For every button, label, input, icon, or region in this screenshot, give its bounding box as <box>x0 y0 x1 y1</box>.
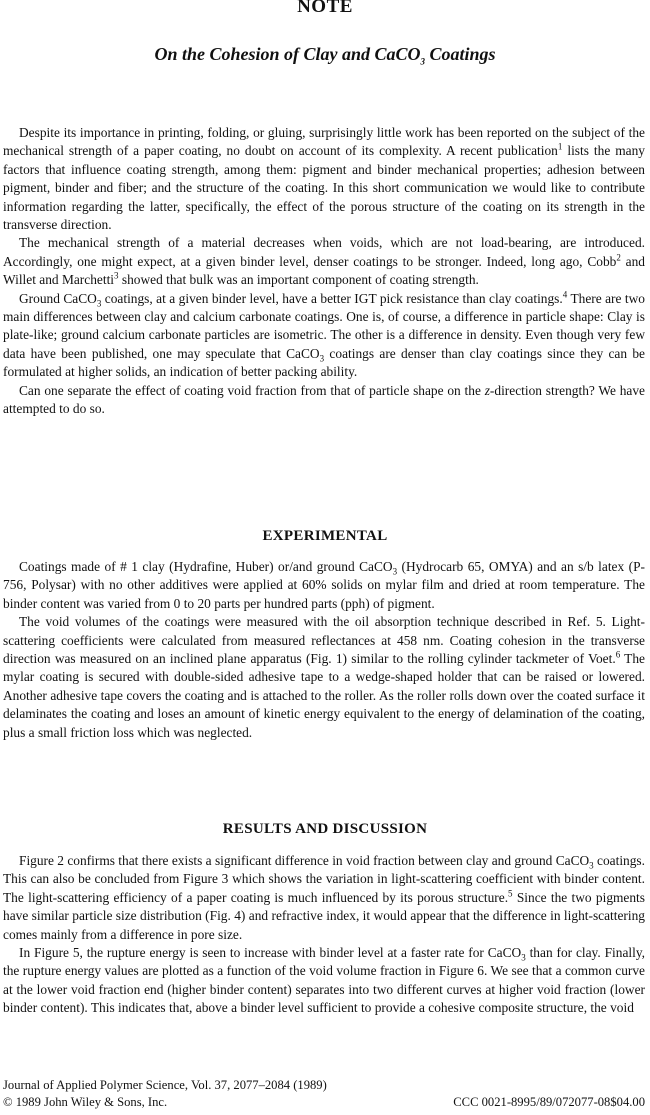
note-label: NOTE <box>297 0 353 17</box>
title-text-end: Coatings <box>425 44 496 64</box>
reference-superscript: 1 <box>557 141 563 152</box>
copyright-notice: © 1989 John Wiley & Sons, Inc. <box>3 1095 168 1109</box>
italic-text: z <box>484 382 490 398</box>
footer-row <box>3 1094 645 1111</box>
article-title <box>0 44 650 65</box>
body-paragraph: Can one separate the effect of coating void fraction from that of particle shape on the z-direction strength? We have attempted to do so. <box>3 382 645 417</box>
reference-superscript: 5 <box>508 888 513 899</box>
body-paragraph: Figure 2 confirms that there exists a significant difference in void fraction between clay and ground CaCO$_3$ coatings. This can also be concluded from Figure 3 which shows the variation in light-scattering coefficient with binder content. The light-scattering efficiency of a paper coating is much influenced by its porous structure.$^5$ Since the two pigments have similar particle size distribution (Fig. 4) and refractive index, it would appear that the difference in light-scattering comes mainly from a difference in pore size. <box>3 853 645 942</box>
chemical-subscript: 3 <box>589 860 594 871</box>
body-paragraph: Ground CaCO$_3$ coatings, at a given binder level, have a better IGT pick resistance than clay coatings.$^4$ There are two main differences between clay and calcium carbonate coatings. One is, of course, a difference in particle shape: Clay is plate-like; ground calcium carbonate particles are isometric. The other is a difference in density. Even though very few data have been published, one may speculate that CaCO$_3$ coatings are denser than clay coatings since they can be formulated at higher solids, an indication of better packing ability. <box>3 289 645 380</box>
chemical-subscript: 3 <box>521 952 526 963</box>
chemical-subscript: 3 <box>319 353 325 364</box>
journal-citation: Journal of Applied Polymer Science, Vol. 37, 2077–2084 (1989) <box>3 1078 327 1092</box>
chemical-subscript: 3 <box>392 566 398 577</box>
intro-section <box>3 124 645 419</box>
reference-superscript: 2 <box>616 252 621 263</box>
body-paragraph: In Figure 5, the rupture energy is seen to increase with binder level at a faster rate for CaCO$_3$ than for clay. Finally, the rupture energy values are plotted as a function of the void volume fraction in Figure 6. We see that a common curve at the lower void fraction end (higher binder content) separates into two different curves at higher void fraction (lower binder content). This indicates that, above a binder level sufficient to provide a cohesive composite structure, the void <box>3 945 646 1016</box>
title-subscript: 3 <box>420 56 425 67</box>
chemical-subscript: 3 <box>96 298 102 309</box>
body-paragraph: Coatings made of # 1 clay (Hydrafine, Huber) or/and ground CaCO$_3$ (Hydrocarb 65, OMYA) and an s/b latex (P-756, Polysar) with no other additives were applied at 60% solids on mylar film and dried at room temperature. The binder content was varied from 0 to 20 parts per hundred parts (pph) of pigment. <box>3 559 645 611</box>
experimental-section <box>3 558 645 742</box>
results-section <box>3 852 645 1018</box>
section-heading-results: RESULTS AND DISCUSSION <box>222 821 428 837</box>
section-heading-experimental: EXPERIMENTAL <box>262 528 388 544</box>
body-paragraph: Despite its importance in printing, folding, or gluing, surprisingly little work has been reported on the subject of the mechanical strength of a paper coating, no doubt on account of its complexity. A recent publication$^1$ lists the many factors that influence coating strength, among them: pigment and binder mechanical properties; adhesion between pigment, binder and fiber; and the structure of the coating. In this short communication we would like to contribute information regarding the latter, specifically, the effect of the porous structure of the coating on its strength in the transverse direction. <box>3 125 645 233</box>
reference-superscript: 3 <box>114 270 119 281</box>
body-paragraph: The void volumes of the coatings were measured with the oil absorption technique described in Ref. 5. Light-scattering coefficients were calculated from measured reflectances at 458 nm. Coating cohesion in the transverse direction was measured on an inclined plane apparatus (Fig. 1) similar to the rolling cylinder tackmeter of Voet.$^6$ The mylar coating is secured with double-sided adhesive tape to a wedge-shaped holder that can be raised or lowered. Another adhesive tape covers the coating and is attached to the roller. As the roller rolls down over the coated surface it delaminates the coating and loses an amount of kinetic energy equivalent to the energy of delamination of the coating, plus a small friction loss which was neglected. <box>3 614 645 740</box>
reference-superscript: 6 <box>615 649 621 660</box>
reference-superscript: 4 <box>562 289 568 300</box>
body-paragraph: The mechanical strength of a material decreases when voids, which are not load-bearing, are introduced. Accordingly, one might expect, at a given binder level, denser coatings to be stronger. Indeed, long ago, Cobb$^2$ and Willet and Marchetti$^3$ showed that bulk was an important component of coating strength. <box>3 235 646 288</box>
ccc-code: CCC 0021-8995/89/072077-08$04.00 <box>453 1095 645 1109</box>
title-text: On the Cohesion of Clay and CaCO <box>154 44 421 64</box>
page-footer <box>3 1077 645 1111</box>
